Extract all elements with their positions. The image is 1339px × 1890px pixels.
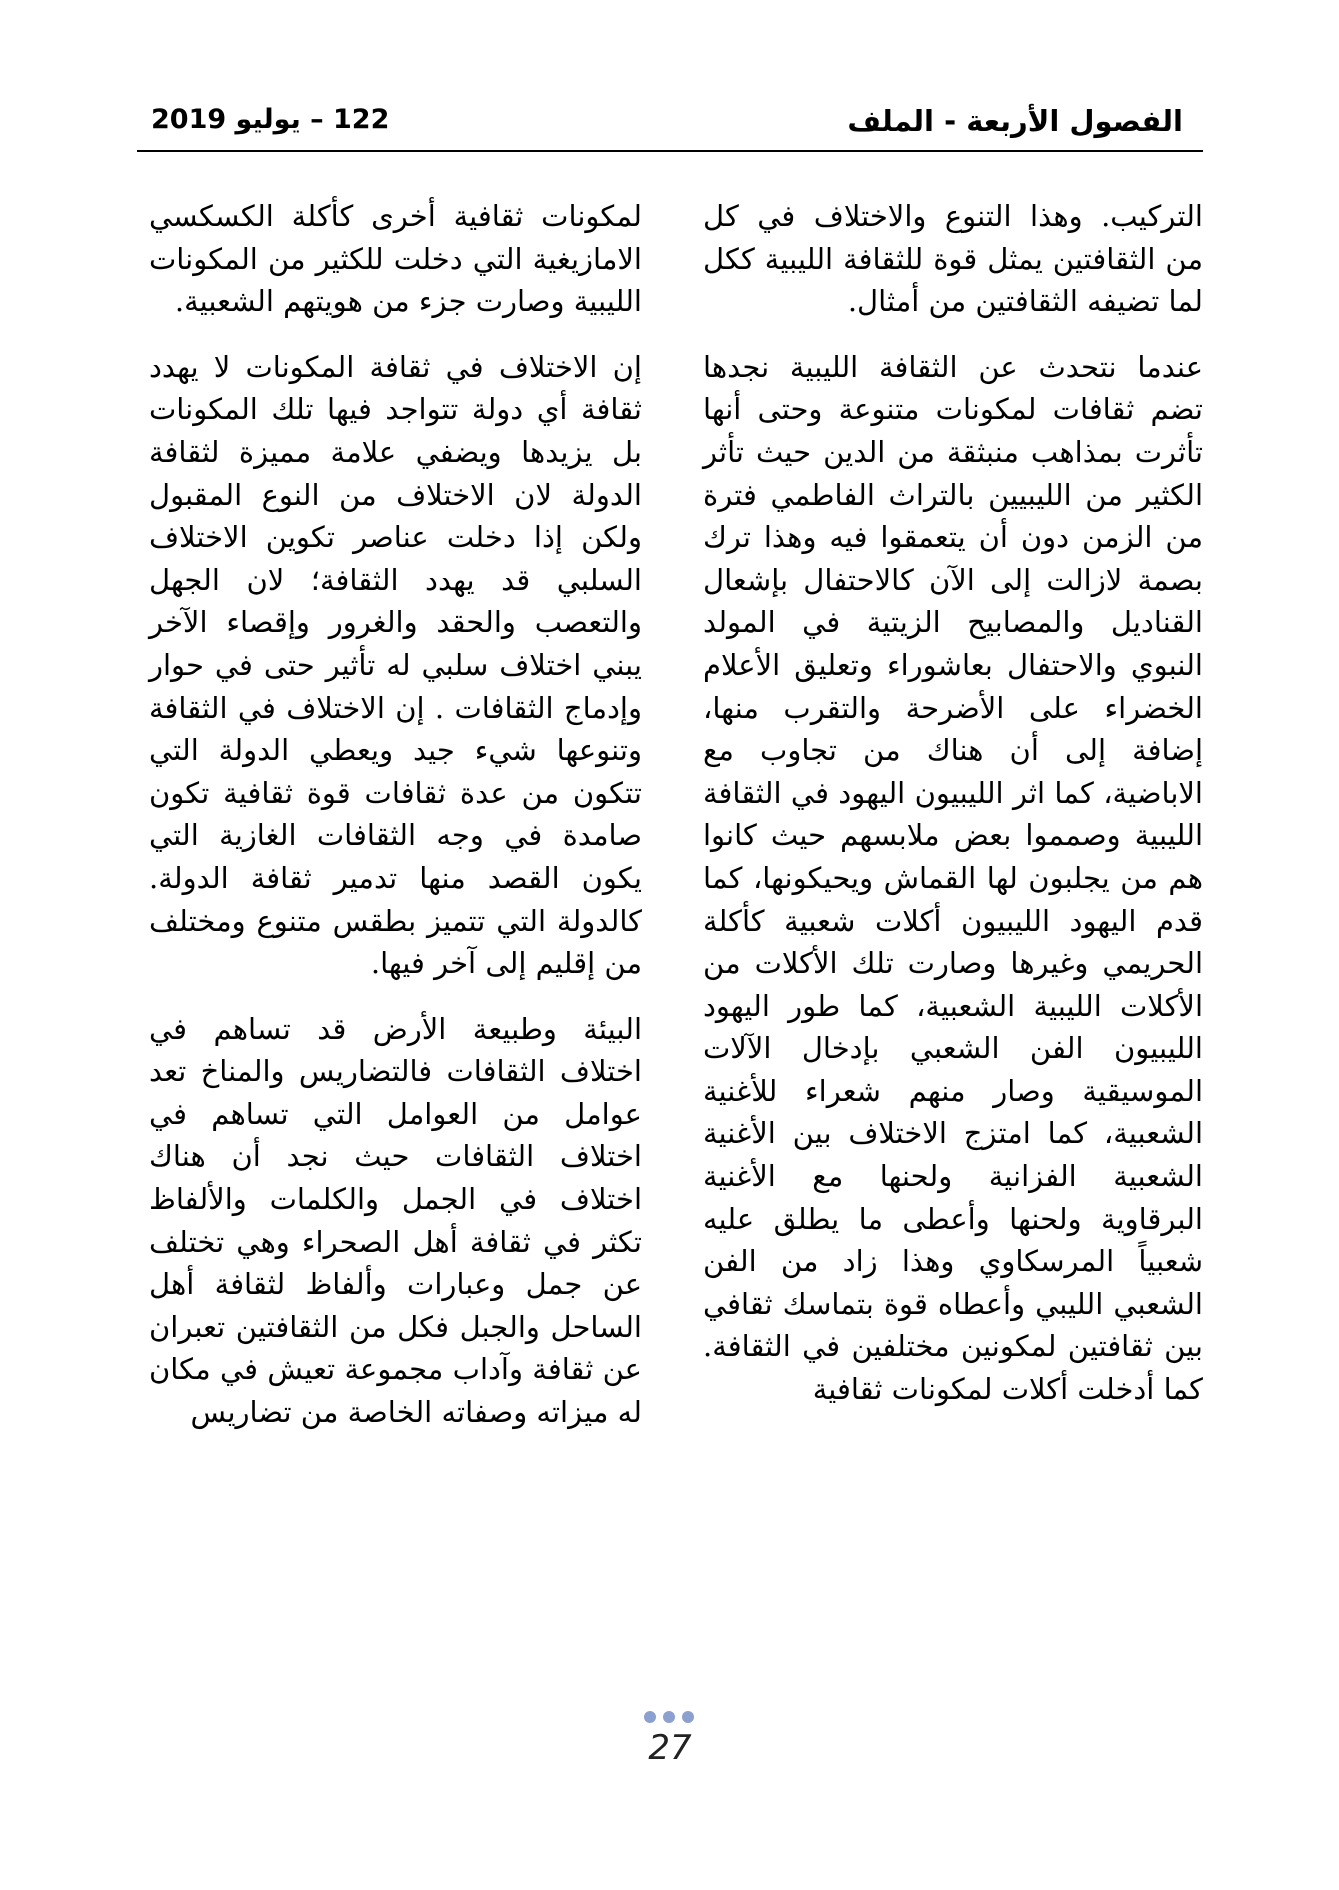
paragraph: عندما نتحدث عن الثقافة الليبية نجدها تضم ثقافات لمكونات متنوعة وحتى أنها تأثرت بمذاهب منبثقة من الدين حيث تأثر الكثير من الليبيين بالتراث الفاطمي فترة من الزمن دون أن يتعمقوا فيه وهذا ترك بصمة لازالت إلى الآن كالاحتفال بإشعال القناديل والمصابيح الزيتية في المولد النبوي والاحتفال بعاشوراء وتعليق الأعلام الخضراء على الأضرحة والتقرب منها، إضافة إلى أن هناك من تجاوب مع الاباضية، كما اثر الليبيون اليهود في الثقافة الليبية وصمموا بعض ملابسهم حيث كانوا هم من يجلبون لها القماش ويحيكونها، كما قدم اليهود الليبيون أكلات شعبية كأكلة الحريمي وغيرها وصارت تلك الأكلات من الأكلات الليبية الشعبية، كما طور اليهود الليبيون الفن الشعبي بإدخال الآلات الموسيقية وصار منهم شعراء للأغنية الشعبية، كما امتزج الاختلاف بين الأغنية الشعبية الفزانية ولحنها مع الأغنية البرقاوية ولحنها وأعطى ما يطلق عليه شعبياً المرسكاوي وهذا زاد من الفن الشعبي الليبي وأعطاه قوة بتماسك ثقافي بين ثقافتين لمكونين مختلفين في الثقافة. كما أدخلت أكلات لمكونات ثقافية (703, 349, 1203, 1407)
footer-dots (644, 1711, 694, 1723)
section-title: الفصول الأربعة - الملف (847, 104, 1183, 138)
paragraph: البيئة وطبيعة الأرض قد تساهم في اختلاف الثقافات فالتضاريس والمناخ تعد عوامل من العوامل التي تساهم في اختلاف الثقافات حيث نجد أن هناك اختلاف في الجمل والكلمات والألفاظ تكثر في ثقافة أهل الصحراء وهي تختلف عن جمل وعبارات وألفاظ لثقافة أهل الساحل والجبل فكل من الثقافتين تعبران عن ثقافة وآداب مجموعة تعيش في مكان له ميزاته وصفاته الخاصة من تضاريس (149, 1011, 642, 1430)
dot-decoration (682, 1711, 694, 1723)
paragraph: التركيب. وهذا التنوع والاختلاف في كل من الثقافتين يمثل قوة للثقافة الليبية ككل لما تضيفه الثقافتين من أمثال. (703, 199, 1203, 319)
right-column (703, 195, 1203, 1434)
dot-decoration (663, 1711, 675, 1723)
paragraph: لمكونات ثقافية أخرى كأكلة الكسكسي الامازيغية التي دخلت للكثير من المكونات الليبية وصارت جزء من هويتهم الشعبية. (149, 199, 642, 319)
left-column (149, 195, 642, 1457)
issue-info: 122 – يوليو 2019 (151, 104, 390, 135)
dot-decoration (644, 1711, 656, 1723)
page-number: 27 (648, 1728, 692, 1768)
paragraph: إن الاختلاف في ثقافة المكونات لا يهدد ثقافة أي دولة تتواجد فيها تلك المكونات بل يزيدها ويضفي علامة مميزة لثقافة الدولة لان الاختلاف من النوع المقبول ولكن إذا دخلت عناصر تكوين الاختلاف السلبي قد يهدد الثقافة؛ لان الجهل والتعصب والحقد والغرور وإقصاء الآخر يبني اختلاف سلبي له تأثير حتى في حوار وإدماج الثقافات . إن الاختلاف في الثقافة وتنوعها شيء جيد ويعطي الدولة التي تتكون من عدة ثقافات قوة ثقافية تكون صامدة في وجه الثقافات الغازية التي يكون القصد منها تدمير ثقافة الدولة. كالدولة التي تتميز بطقس متنوع ومختلف من إقليم إلى آخر فيها. (149, 349, 642, 981)
page-header (137, 100, 1203, 152)
